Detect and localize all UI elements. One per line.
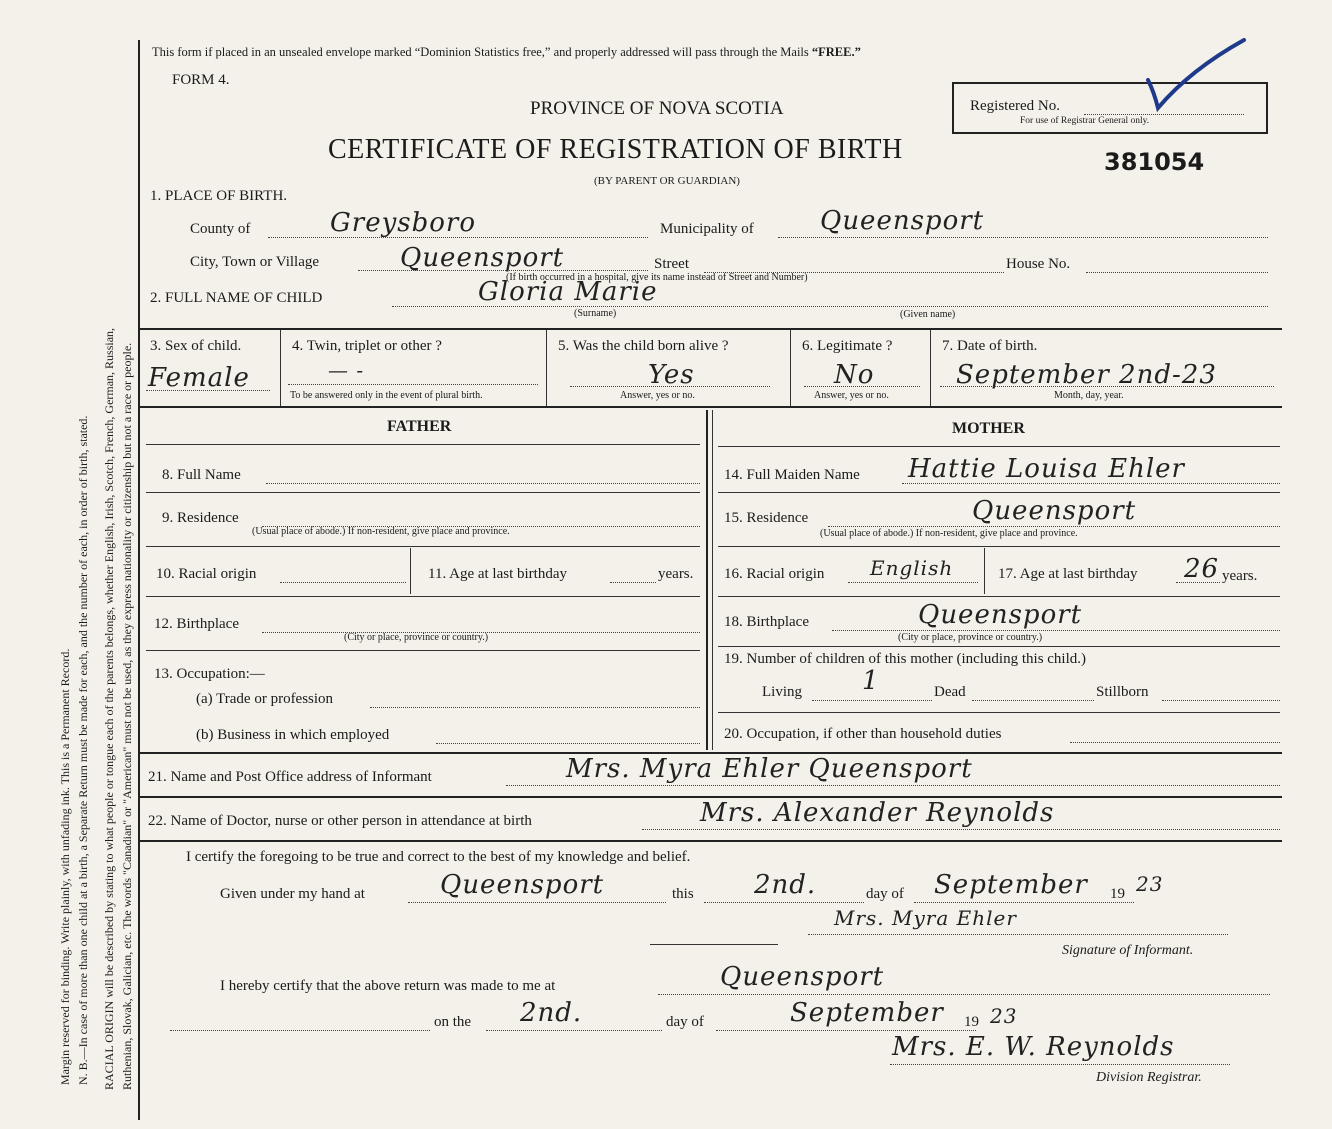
margin-nb-note: N. B.—In case of more than one child at a birth, a Separate Return must be made for each, and the number of each, in order of birth, stated. <box>76 415 90 1085</box>
mother-age-label: 17. Age at last birthday <box>998 566 1138 582</box>
municipality-value: Queensport <box>820 206 985 236</box>
registrar-use-note: For use of Registrar General only. <box>1020 116 1150 126</box>
mother-birthplace-label: 18. Birthplace <box>724 614 809 630</box>
mother-residence-label: 15. Residence <box>724 510 809 526</box>
mother-age-suffix: years. <box>1222 568 1258 584</box>
twin-value: — - <box>328 358 365 382</box>
twin-note: To be answered only in the event of plural birth. <box>290 390 483 401</box>
father-birthplace-label: 12. Birthplace <box>154 616 239 632</box>
margin-binding-note: Margin reserved for binding. Write plainly, with unfading ink. This is a Permanent Record. <box>58 648 72 1085</box>
father-trade-label: (a) Trade or profession <box>196 691 334 707</box>
given-day-value: 2nd. <box>754 870 817 900</box>
given-under-label: Given under my hand at <box>220 886 365 902</box>
sex-label: 3. Sex of child. <box>150 338 242 354</box>
informant-value: Mrs. Myra Ehler Queensport <box>566 754 973 784</box>
certificate-subtitle: (BY PARENT OR GUARDIAN) <box>594 175 740 187</box>
margin-racial-note-2: Ruthenian, Slovak, Galician, etc. The words "Canadian" or "American" must not be used, as they express nationality or citizenship but not a race or people. <box>120 342 134 1090</box>
mother-birthplace-note: (City or place, province or country.) <box>898 632 1043 643</box>
city-label: City, Town or Village <box>190 254 320 270</box>
born-alive-label: 5. Was the child born alive ? <box>558 338 729 354</box>
county-label: County of <box>190 221 251 237</box>
father-occupation-label: 13. Occupation:— <box>154 666 265 682</box>
born-alive-note: Answer, yes or no. <box>620 390 695 401</box>
living-value: 1 <box>862 666 880 696</box>
attendant-value: Mrs. Alexander Reynolds <box>700 798 1055 828</box>
given-year-prefix: 19 <box>1110 886 1125 902</box>
registrar-month-value: September <box>790 998 944 1028</box>
form-left-border <box>138 40 140 1120</box>
stillborn-label: Stillborn <box>1096 684 1149 700</box>
registrar-signature-caption: Division Registrar. <box>1096 1070 1202 1085</box>
margin-racial-note-1: RACIAL ORIGIN will be described by stating to what people or tongue each of the parents belongs, whether English, Irish, Scotch, French, German, Russian, <box>102 327 116 1090</box>
certificate-title: CERTIFICATE OF REGISTRATION OF BIRTH <box>328 134 903 165</box>
this-label: this <box>672 886 694 902</box>
twin-label: 4. Twin, triplet or other ? <box>292 338 442 354</box>
father-business-label: (b) Business in which employed <box>196 727 390 743</box>
date-of-birth-label: 7. Date of birth. <box>942 338 1038 354</box>
child-name-value: Gloria Marie <box>478 277 658 307</box>
given-place-value: Queensport <box>440 870 605 900</box>
province-heading: PROVINCE OF NOVA SCOTIA <box>530 98 784 119</box>
mother-maiden-value: Hattie Louisa Ehler <box>908 454 1185 484</box>
mother-occupation-label: 20. Occupation, if other than household duties <box>724 726 1002 742</box>
stamp-number: 381054 <box>1104 148 1205 176</box>
father-residence-note: (Usual place of abode.) If non-resident, give place and province. <box>252 526 510 537</box>
registrar-day-of-label: day of <box>666 1014 704 1030</box>
date-of-birth-value: September 2nd-23 <box>956 360 1217 390</box>
legitimate-label: 6. Legitimate ? <box>802 338 893 354</box>
father-residence-label: 9. Residence <box>162 510 239 526</box>
father-age-label: 11. Age at last birthday <box>428 566 567 582</box>
mail-notice: This form if placed in an unsealed envelope marked “Dominion Statistics free,” and properly addressed will pass through the Mails “FREE.” <box>152 45 861 59</box>
registered-label: Registered No. <box>970 98 1060 114</box>
county-value: Greysboro <box>330 208 476 238</box>
city-value: Queensport <box>400 243 565 273</box>
father-birthplace-note: (City or place, province or country.) <box>344 632 489 643</box>
surname-caption: (Surname) <box>574 308 617 319</box>
mother-residence-value: Queensport <box>972 496 1137 526</box>
mother-children-label: 19. Number of children of this mother (including this child.) <box>724 651 1087 667</box>
mother-racial-label: 16. Racial origin <box>724 566 825 582</box>
street-note: (If birth occurred in a hospital, give its name instead of Street and Number) <box>506 272 808 283</box>
father-name-label: 8. Full Name <box>162 467 241 483</box>
dead-label: Dead <box>934 684 966 700</box>
municipality-label: Municipality of <box>660 221 754 237</box>
registrar-year-prefix: 19 <box>964 1014 979 1030</box>
certification-statement: I certify the foregoing to be true and correct to the best of my knowledge and belief. <box>186 849 691 865</box>
given-month-value: September <box>934 870 1088 900</box>
born-alive-value: Yes <box>648 360 695 390</box>
form-number: FORM 4. <box>172 72 230 88</box>
attendant-label: 22. Name of Doctor, nurse or other person in attendance at birth <box>148 813 532 829</box>
mother-maiden-label: 14. Full Maiden Name <box>724 467 860 483</box>
street-label: Street <box>654 256 689 272</box>
legitimate-value: No <box>834 360 875 390</box>
mother-age-value: 26 <box>1184 554 1220 584</box>
informant-signature: Mrs. Myra Ehler <box>834 906 1017 930</box>
father-heading: FATHER <box>387 418 452 435</box>
father-age-suffix: years. <box>658 566 694 582</box>
sex-value: Female <box>148 363 250 393</box>
father-racial-label: 10. Racial origin <box>156 566 257 582</box>
registrar-year-value: 23 <box>990 1004 1018 1028</box>
house-number-label: House No. <box>1006 256 1071 272</box>
place-of-birth-heading: 1. PLACE OF BIRTH. <box>150 188 288 204</box>
registrar-statement: I hereby certify that the above return was made to me at <box>220 978 556 994</box>
informant-signature-caption: Signature of Informant. <box>1062 943 1194 958</box>
checkmark-icon <box>1140 30 1250 120</box>
day-of-label: day of <box>866 886 904 902</box>
registrar-signature: Mrs. E. W. Reynolds <box>892 1032 1175 1062</box>
on-the-label: on the <box>434 1014 472 1030</box>
informant-label: 21. Name and Post Office address of Informant <box>148 769 432 785</box>
child-name-label: 2. FULL NAME OF CHILD <box>150 290 323 306</box>
registrar-place-value: Queensport <box>720 962 885 992</box>
date-of-birth-note: Month, day, year. <box>1054 390 1124 401</box>
mother-heading: MOTHER <box>952 420 1025 437</box>
legitimate-note: Answer, yes or no. <box>814 390 889 401</box>
mother-racial-value: English <box>870 556 954 580</box>
given-name-caption: (Given name) <box>900 309 956 320</box>
given-year-value: 23 <box>1136 872 1164 896</box>
mother-residence-note: (Usual place of abode.) If non-resident, give place and province. <box>820 528 1078 539</box>
mother-birthplace-value: Queensport <box>918 600 1083 630</box>
registrar-day-value: 2nd. <box>520 998 583 1028</box>
living-label: Living <box>762 684 802 700</box>
